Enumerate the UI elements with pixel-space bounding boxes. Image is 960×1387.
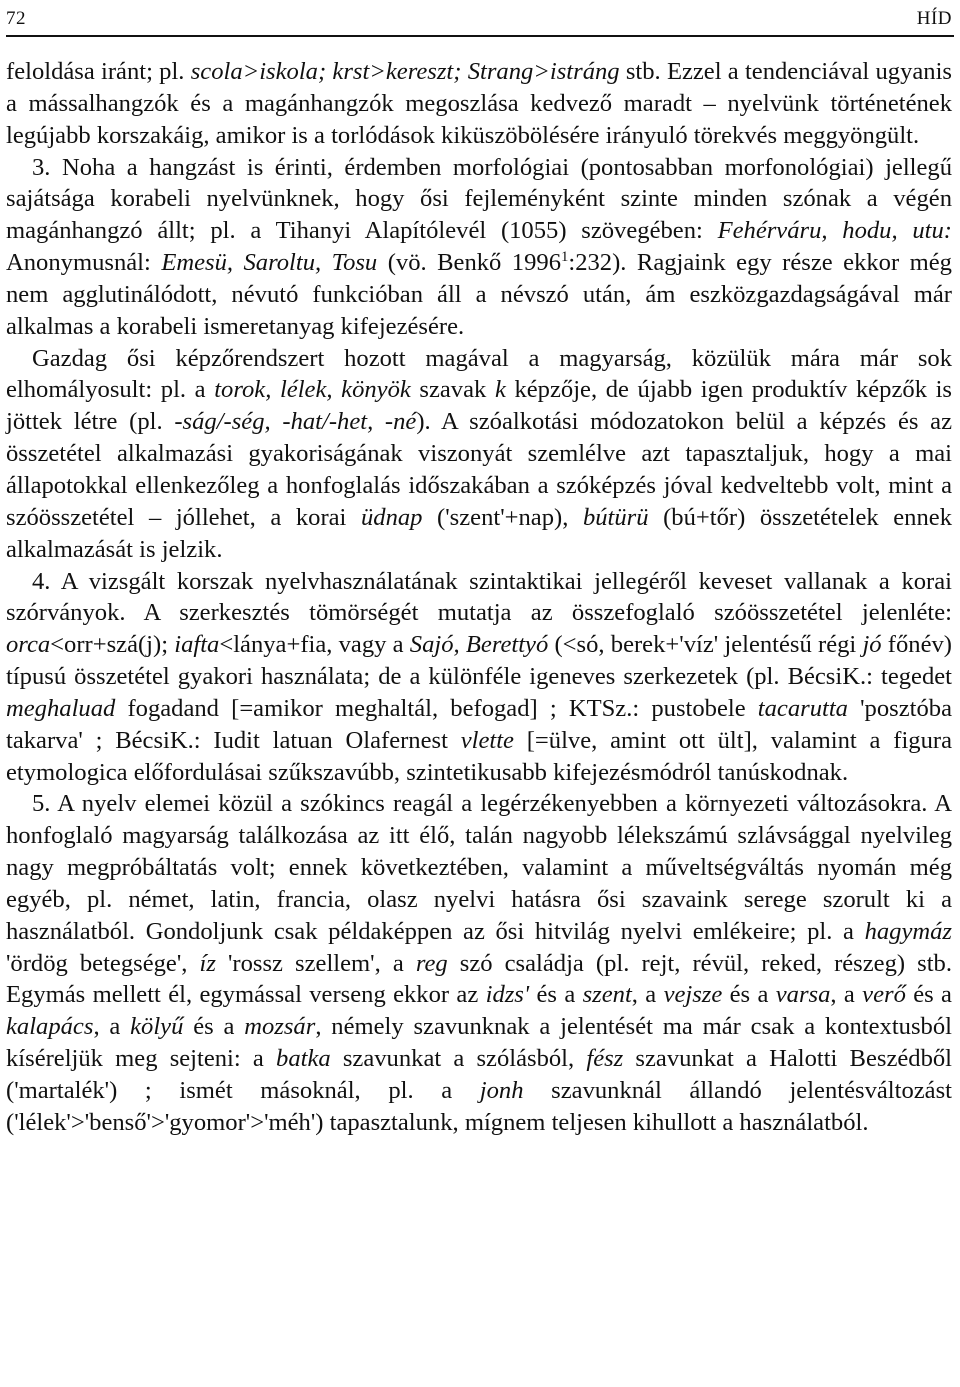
italic-text: Fehérváru, hodu, utu: bbox=[717, 217, 952, 245]
text-run: és a bbox=[722, 981, 776, 1009]
italic-text: idzs' bbox=[485, 981, 530, 1009]
text-run: szavak bbox=[410, 376, 495, 404]
italic-text: üdnap bbox=[360, 503, 423, 531]
text-run: szavunkat a Halotti Beszédből ('martalék') ; ismét másoknál, pl. a bbox=[6, 1045, 959, 1104]
italic-text: k bbox=[494, 376, 506, 404]
italic-text: kölyű bbox=[130, 1013, 184, 1041]
italic-text: reg bbox=[415, 949, 448, 977]
text-run: ('szent'+nap), bbox=[422, 503, 583, 531]
italic-text: -ság/-ség, -hat/-het, -né bbox=[174, 408, 417, 436]
italic-text: mozsár bbox=[244, 1013, 316, 1041]
paragraph bbox=[6, 343, 959, 566]
italic-text: hagymáz bbox=[864, 917, 952, 945]
running-title: HÍD bbox=[916, 8, 952, 29]
text-run: 'ördög betegsége', bbox=[6, 917, 959, 977]
text-run: 3. Noha a hangzást is érinti, érdemben morfológiai (pontosabban morfonológiai) jellegű sajátsága korabeli nyelvünknek, hogy ősi fejleményként szinte minden szónak a végén magánhangzó állt; pl. a Tihanyi Alapítólevél (1055) szövegében: bbox=[6, 153, 959, 245]
paragraph bbox=[6, 152, 959, 343]
text-run: , a bbox=[830, 981, 863, 1009]
text-run: [=ülve, amint ott ült], valamint a figura etymologica előfordulásai szűkszavúbb, szintetikusabb kifejezésmódról tanúskodnak. bbox=[6, 726, 959, 786]
text-run: szavunknál állandó jelentésváltozást ('lélek'>'benső'>'gyomor'>'méh') tapasztalunk, mígnem teljesen kihullott a használatból. bbox=[6, 1077, 959, 1136]
text-run: , a bbox=[93, 1013, 131, 1041]
text-run: és a bbox=[183, 1013, 245, 1041]
italic-text: batka bbox=[276, 1045, 331, 1073]
text-run: és a bbox=[529, 981, 583, 1009]
italic-text: kalapács bbox=[6, 1013, 94, 1041]
text-run: 'rossz szellem', a bbox=[215, 949, 416, 977]
page-header bbox=[6, 4, 952, 32]
text-run: képzője, de újabb igen produktív képzők is jöttek létre (pl. bbox=[6, 376, 959, 436]
text-run: Anonymusnál: bbox=[6, 217, 959, 277]
italic-text: vejsze bbox=[663, 981, 723, 1009]
text-run: Gazdag ősi képzőrendszert hozott magával a magyarság, közülük mára már sok elhomályosult: pl. a bbox=[6, 344, 959, 404]
page-number: 72 bbox=[6, 8, 26, 29]
text-run: 4. A vizsgált korszak nyelvhasználatának szintaktikai jellegéről keveset vallanak a korai szórványok. A szerkesztés tömörségét mutatja az összefoglaló szóösszetétel jelenléte: bbox=[6, 567, 959, 627]
paragraph bbox=[6, 788, 959, 1138]
italic-text: fész bbox=[586, 1045, 624, 1073]
italic-text: jó bbox=[862, 631, 882, 659]
italic-text: szent bbox=[582, 981, 632, 1009]
body-text bbox=[6, 56, 959, 1139]
italic-text: orca bbox=[6, 631, 51, 659]
text-run: feloldása iránt; pl. bbox=[6, 58, 191, 85]
text-run: 5. A nyelv elemei közül a szókincs reagál a legérzékenyebben a környezeti változásokra. A honfoglaló magyarság találkozása az itt élő, talán nagyobb lélekszámú szlávsággal nyelvileg nagy megpróbáltatás volt; ennek következtében, valamint a műveltségváltás nyomán még egyéb, pl. német, latin, francia, olasz nyelvi hatásra ősi szavaink serege szorult ki a használatból. Gondoljunk csak példaképpen az ősi hitvilág nyelvi emlékeire; pl. a bbox=[6, 790, 959, 945]
italic-text: íz bbox=[199, 949, 216, 977]
text-run: , a bbox=[631, 981, 664, 1009]
text-run: szó családja (pl. rejt, révül, reked, részeg) stb. Egymás mellett él, egymással verseng ekkor az bbox=[6, 949, 959, 1009]
text-run: (vö. Benkő 1996 bbox=[377, 249, 561, 277]
text-run: stb. Ezzel a tendenciával ugyanis a mássalhangzók és a magánhangzók megoszlása kedvező maradt – nyelvünk történetének legújabb korszakáig, amikor is a torlódások kiküszöbölésére irányuló törekvés meggyöngült. bbox=[6, 58, 959, 149]
text-run: fogadand [=amikor meghaltál, befogad] ; KTSz.: pustobele bbox=[115, 694, 758, 722]
italic-text: tacarutta bbox=[757, 694, 848, 722]
paragraph bbox=[6, 56, 959, 152]
text-run: <orr+szá(j); bbox=[50, 631, 175, 659]
italic-text: iafta bbox=[174, 631, 220, 659]
header-rule bbox=[6, 35, 954, 37]
text-run: főnév) típusú összetétel gyakori használata; de a különféle igeneves szerkezetek (pl. BécsiK.: tegedet bbox=[6, 631, 959, 691]
text-run: ). A szóalkotási módozatokon belül a képzés és az összetétel alkalmazási gyakoriságának viszonyát szemlélve azt tapasztaljuk, hogy a mai állapotokkal ellenkezőleg a honfoglalás időszakában a szóképzés jóval kedveltebb volt, mint a szóösszetétel – jóllehet, a korai bbox=[6, 408, 959, 531]
italic-text: Emesü, Saroltu, Tosu bbox=[161, 249, 378, 277]
text-run: szavunkat a szólásból, bbox=[330, 1045, 587, 1073]
text-run: :232). Ragjaink egy része ekkor még nem agglutinálódott, névutó funkcióban áll a névszó után, ám eszközgazdagságával már alkalmas a korabeli ismeretanyag kifejezésére. bbox=[6, 249, 959, 340]
italic-text: meghaluad bbox=[6, 694, 116, 722]
paragraph bbox=[6, 566, 959, 789]
italic-text: torok, lélek, könyök bbox=[214, 376, 411, 404]
text-run: 'posztóba takarva' ; BécsiK.: Iudit latuan Olafernest bbox=[6, 694, 959, 754]
italic-text: jonh bbox=[479, 1077, 524, 1104]
italic-text: varsa bbox=[775, 981, 831, 1009]
italic-text: verő bbox=[862, 981, 906, 1009]
text-run: <lánya+fia, vagy a bbox=[219, 631, 410, 659]
text-run: , némely szavunknak a jelentését ma már csak a kontextusból kíséreljük meg sejteni: a bbox=[6, 1013, 959, 1073]
italic-text: bútürü bbox=[582, 503, 649, 531]
superscript: 1 bbox=[561, 248, 569, 265]
italic-text: Sajó, Berettyó bbox=[409, 631, 549, 659]
text-run: (<só, berek+'víz' jelentésű régi bbox=[548, 631, 863, 659]
text-run: (bú+tőr) összetételek ennek alkalmazását is jelzik. bbox=[6, 503, 959, 563]
text-run: és a bbox=[905, 981, 959, 1009]
italic-text: scola>iskola; krst>kereszt; Strang>istráng bbox=[190, 58, 620, 85]
italic-text: vlette bbox=[460, 726, 514, 754]
